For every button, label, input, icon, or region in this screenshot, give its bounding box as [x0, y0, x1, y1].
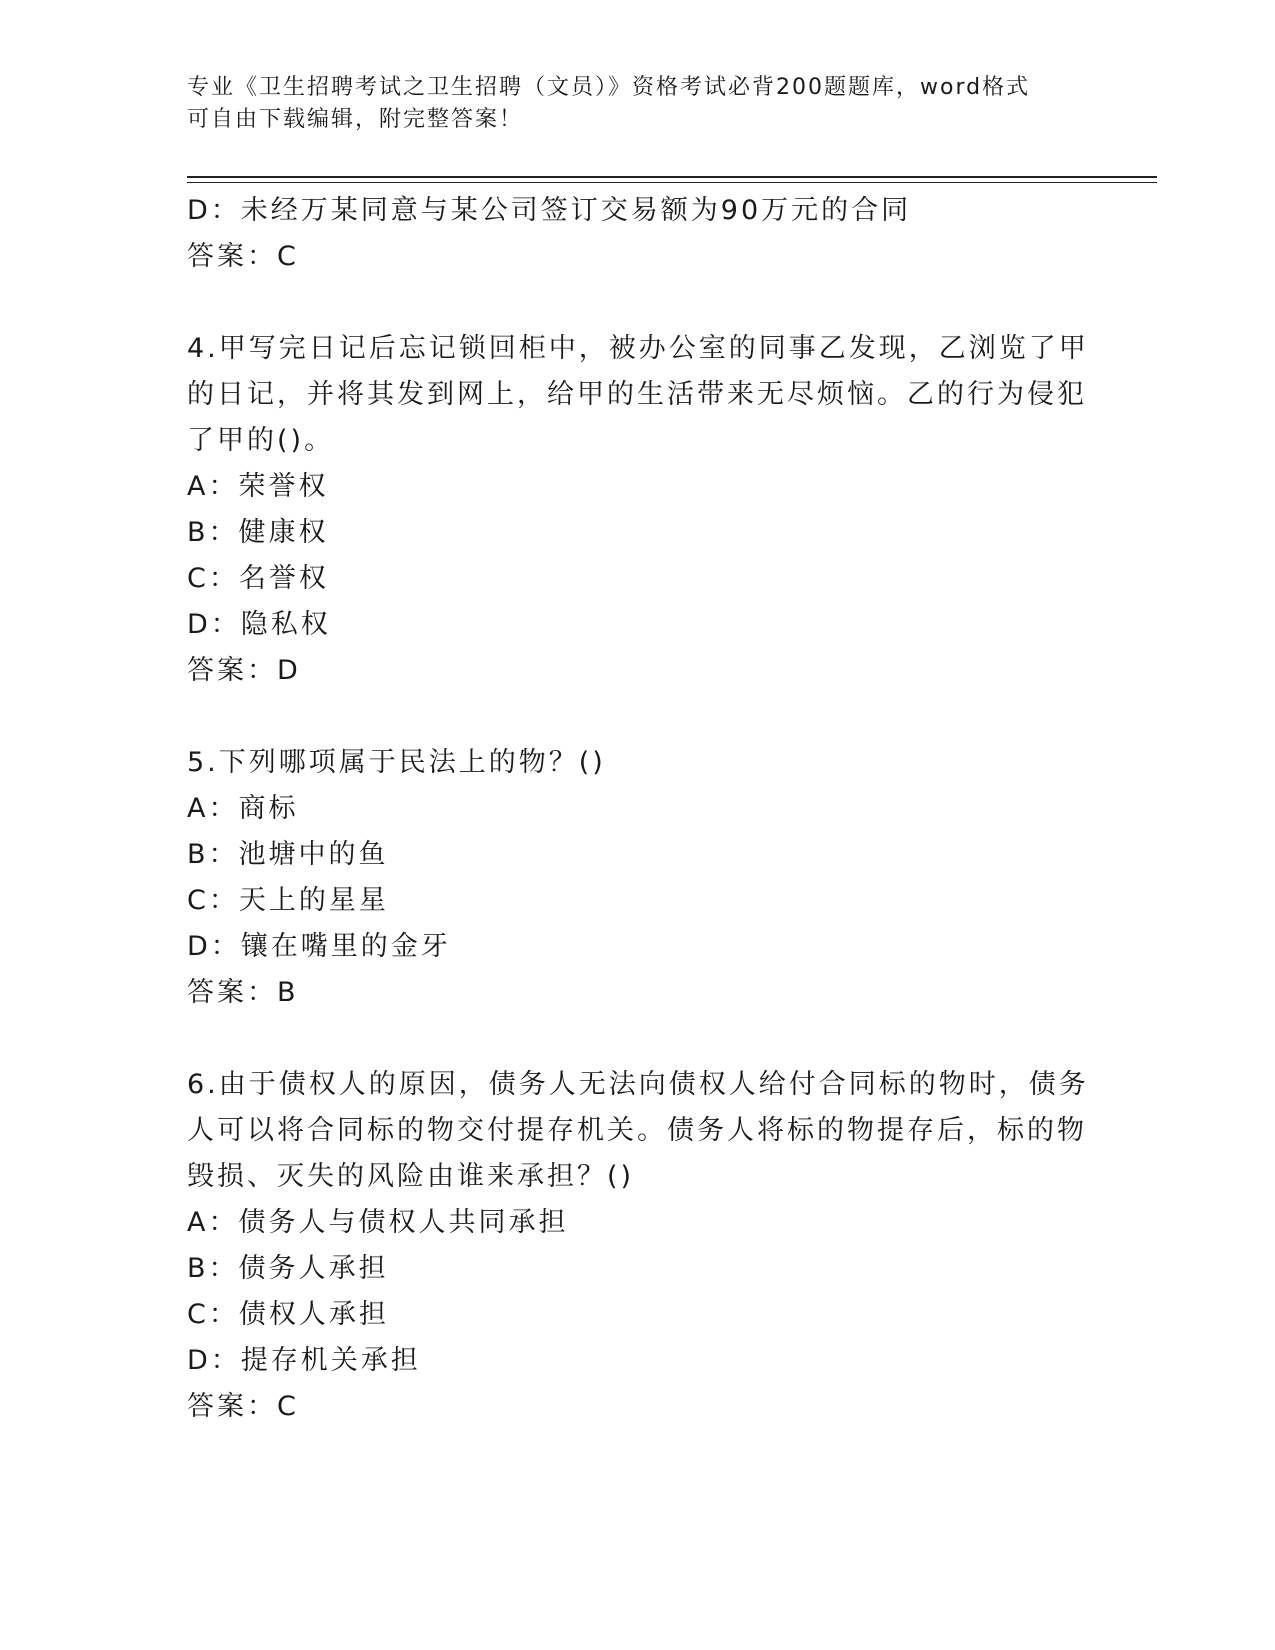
spacer	[187, 1016, 1067, 1062]
q6-stem-line-1: 6.由于债权人的原因，债务人无法向债权人给付合同标的物时，债务	[187, 1069, 1089, 1100]
q3-answer: 答案：C	[187, 241, 299, 272]
q4-option-c: C：名誉权	[187, 563, 329, 594]
q5-option-c: C：天上的星星	[187, 885, 389, 916]
q4-stem-line-2: 的日记，并将其发到网上，给甲的生活带来无尽烦恼。乙的行为侵犯	[187, 379, 1087, 410]
q3-option-d: D：未经万某同意与某公司签订交易额为90万元的合同	[187, 195, 912, 226]
q4-stem-line-3: 了甲的()。	[187, 425, 335, 456]
header-title-line-1: 专业《卫生招聘考试之卫生招聘（文员）》资格考试必背200题题库，word格式	[187, 75, 1031, 100]
q6-option-d: D：提存机关承担	[187, 1345, 421, 1376]
spacer	[187, 280, 1067, 326]
q4-option-b: B：健康权	[187, 517, 329, 548]
q6-option-b: B：债务人承担	[187, 1253, 389, 1284]
q6-stem-line-2: 人可以将合同标的物交付提存机关。债务人将标的物提存后，标的物	[187, 1115, 1087, 1146]
document-header	[187, 72, 1067, 136]
q6-answer: 答案：C	[187, 1391, 299, 1422]
q5-option-d: D：镶在嘴里的金牙	[187, 931, 451, 962]
header-rule-thin	[187, 182, 1157, 183]
header-rule-thick	[187, 176, 1157, 178]
q5-answer: 答案：B	[187, 977, 299, 1008]
q5-option-b: B：池塘中的鱼	[187, 839, 389, 870]
spacer	[187, 694, 1067, 740]
question-content	[187, 188, 1089, 1430]
q4-stem-line-1: 4.甲写完日记后忘记锁回柜中，被办公室的同事乙发现，乙浏览了甲	[187, 333, 1089, 364]
q4-option-d: D：隐私权	[187, 609, 331, 640]
q4-answer: 答案：D	[187, 655, 301, 686]
q4-option-a: A：荣誉权	[187, 471, 329, 502]
header-title-line-2: 可自由下载编辑，附完整答案！	[187, 107, 524, 132]
q6-stem-line-3: 毁损、灭失的风险由谁来承担？()	[187, 1161, 635, 1192]
q5-stem-line-1: 5.下列哪项属于民法上的物？()	[187, 747, 606, 778]
q6-option-c: C：债权人承担	[187, 1299, 389, 1330]
q6-option-a: A：债务人与债权人共同承担	[187, 1207, 569, 1238]
q5-option-a: A：商标	[187, 793, 299, 824]
